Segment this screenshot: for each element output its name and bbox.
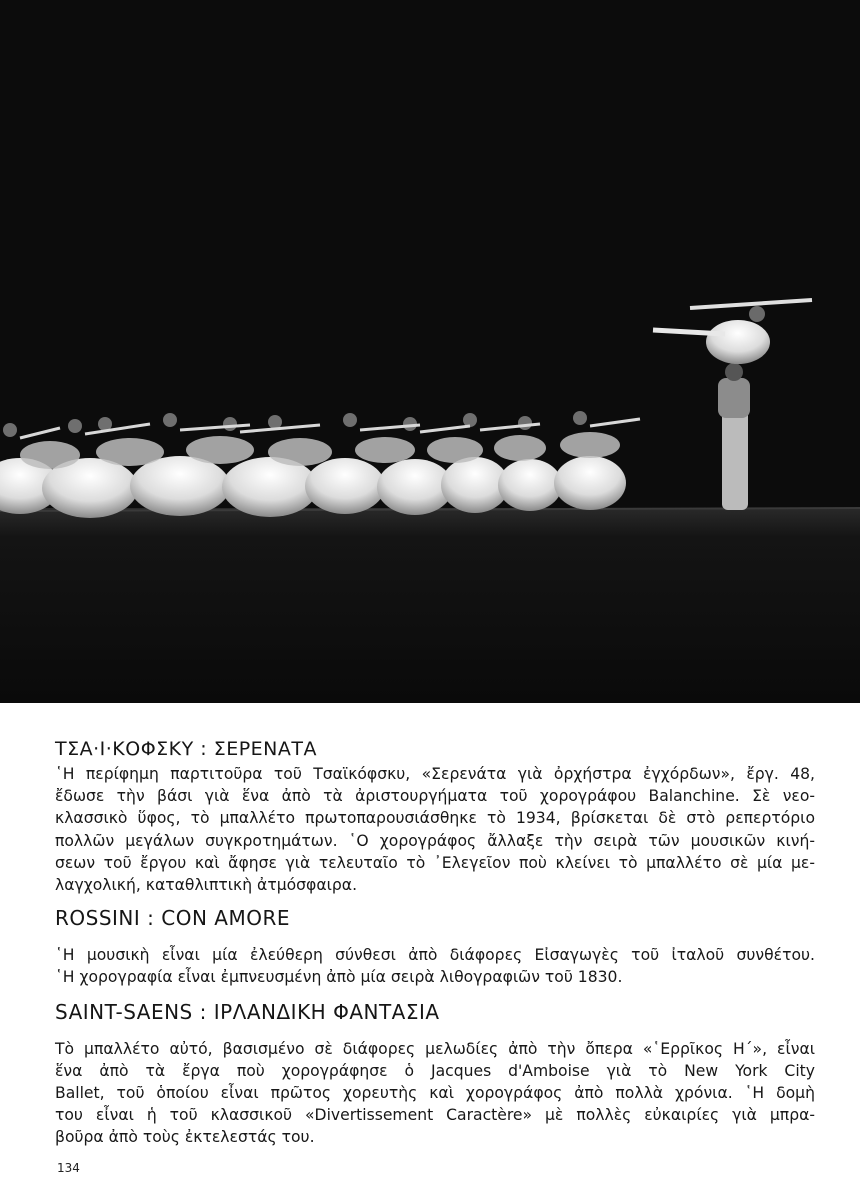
paragraph-line: βοῦρα ἀπὸ τοὺς ἐκτελεστάς του.	[55, 1128, 315, 1147]
section-irish-fantasy	[55, 1000, 815, 1149]
paragraph-line: ῾Η μουσικὴ εἶναι μία ἐλεύθερη σύνθεσι ἀπὸ διάφορες Εἰσαγωγὲς τοῦ ἰταλοῦ συνθέτου.	[55, 946, 815, 965]
section-title: ΤΣΑ·Ι·ΚΟΦΣΚΥ : ΣΕΡΕΝΑΤΑ	[55, 738, 317, 760]
section-title: ROSSINI : CON AMORE	[55, 906, 290, 931]
section-serenade	[55, 737, 815, 896]
paragraph-line: Ballet, τοῦ ὁποίου εἶναι πρῶτος χορευτὴς καὶ χορογράφος ἀπὸ πολλὰ χρόνια. ῾Η δομὴ	[55, 1084, 815, 1103]
paragraph-line: σεων τοῦ ἔργου καὶ ἄφησε γιὰ τελευταῖο τὸ ᾿Ελεγεῖον ποὺ κλείνει τὸ μπαλλέτο σὲ μία με-	[55, 853, 815, 872]
paragraph-line: Τὸ μπαλλέτο αὐτό, βασισμένο σὲ διάφορες μελωδίες ἀπὸ τὴν ὄπερα «῾Ερρῖκος Η΄», εἶναι	[55, 1039, 815, 1058]
section-paragraph	[55, 763, 815, 896]
paragraph-line: λαγχολική, καταθλιπτικὴ ἀτμόσφαιρα.	[55, 876, 358, 895]
paragraph-line: κλασσικὸ ὕφος, τὸ μπαλλέτο πρωτοπαρουσιάσθηκε τὸ 1934, βρίσκεται δὲ στὸ ρεπερτόριο	[55, 809, 815, 828]
section-paragraph	[55, 1038, 815, 1149]
paragraph-line: ἕνα ἀπὸ τὰ ἔργα ποὺ χορογράφησε ὁ Jacques d'Amboise γιὰ τὸ New York City	[55, 1061, 815, 1080]
paragraph-line: του εἶναι ἡ τοῦ κλασσικοῦ «Divertissement Caractère» μὲ πολλὲς εὐκαιρίες γιὰ μπρα-	[55, 1106, 815, 1125]
section-title: SAINT-SAENS : ΙΡΛΑΝΔΙΚΗ ΦΑΝΤΑΣΙΑ	[55, 999, 440, 1024]
page-number: 134	[57, 1161, 80, 1175]
article-text	[55, 737, 815, 1149]
paragraph-line: ῾Η χορογραφία εἶναι ἐμπνευσμένη ἀπὸ μία σειρὰ λιθογραφιῶν τοῦ 1830.	[55, 968, 623, 987]
section-paragraph	[55, 944, 815, 988]
paragraph-line: ἔδωσε τὴν βάσι γιὰ ἕνα ἀπὸ τὰ ἀριστουργήματα τοῦ χορογράφου Balanchine. Σὲ νεο-	[55, 787, 815, 806]
paragraph-line: ῾Η περίφημη παρτιτοῦρα τοῦ Τσαϊκόφσκυ, «Σερενάτα γιὰ ὀρχήστρα ἐγχόρδων», ἔργ. 48,	[55, 765, 815, 783]
section-con-amore	[55, 906, 815, 988]
paragraph-line: πολλῶν μεγάλων συγκροτημάτων. ῾Ο χορογράφος ἄλλαξε τὴν σειρὰ τῶν μουσικῶν κινή-	[55, 831, 815, 850]
